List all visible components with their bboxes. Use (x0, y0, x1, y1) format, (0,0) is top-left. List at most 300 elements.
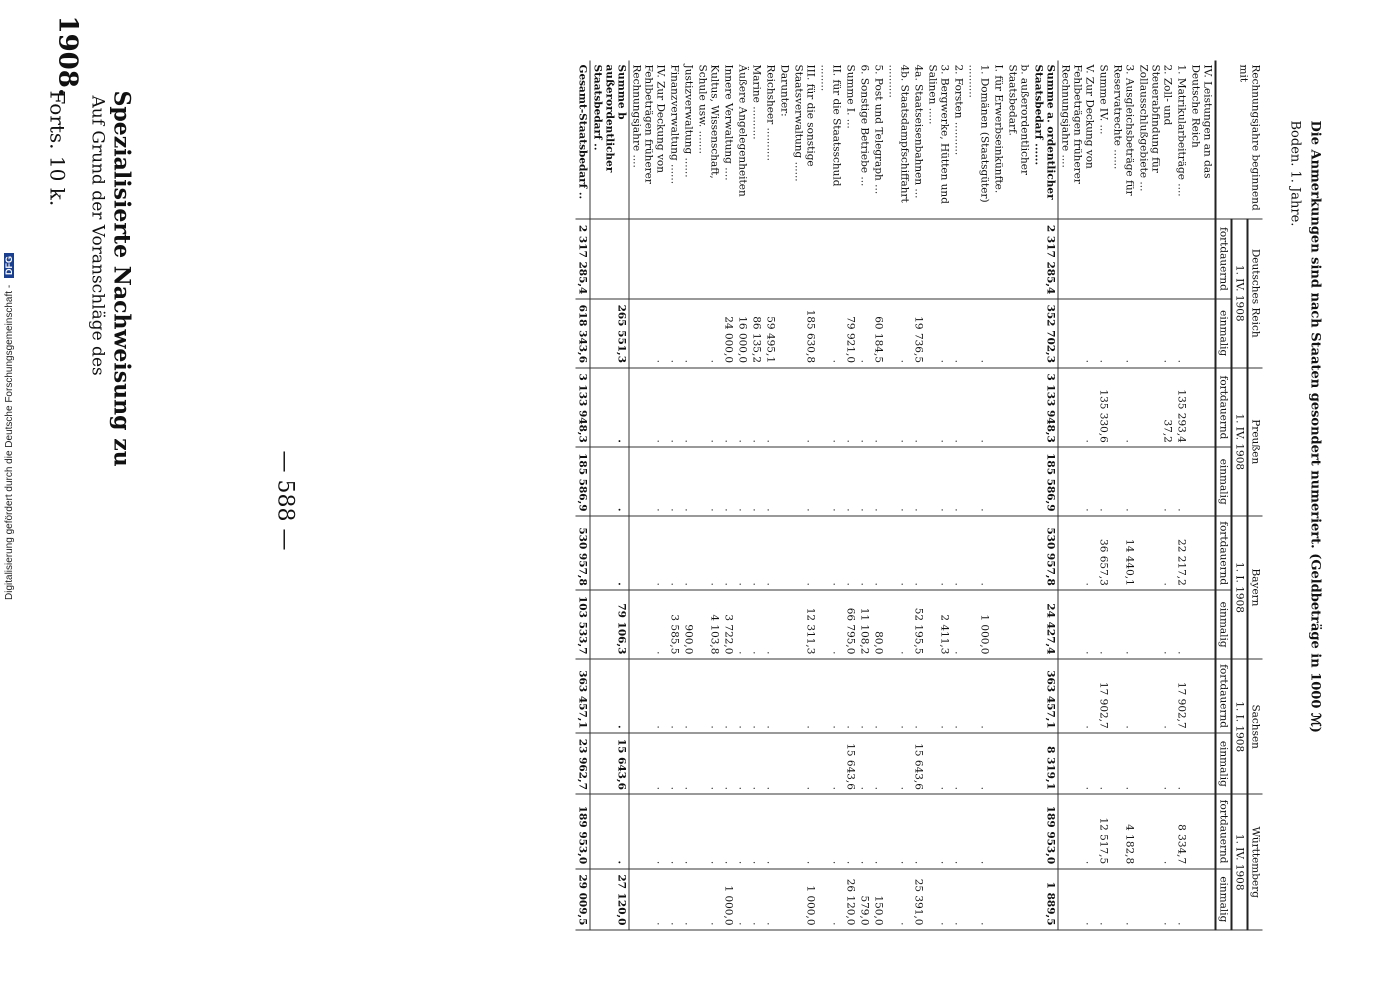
table-row (668, 61, 682, 931)
table-cell: . (966, 447, 992, 516)
table-cell: . (629, 516, 668, 590)
table-cell: . (1111, 869, 1137, 930)
table-cell: . (872, 794, 886, 868)
table-cell: . (722, 794, 736, 868)
row-label: 4a. Staatseisenbahnen ... (912, 61, 926, 220)
table-cell: . (590, 794, 629, 868)
table-cell: . (590, 516, 629, 590)
table-cell: . (1058, 794, 1097, 868)
table-cell: . (966, 733, 992, 794)
table-cell: . (966, 659, 992, 733)
table-cell: . (1137, 516, 1175, 590)
page-year: 1908. (52, 15, 83, 97)
table-cell: . (912, 794, 926, 868)
table-cell (778, 219, 792, 299)
table-cell: 1 000,0 (966, 590, 992, 659)
table-cell: . (818, 368, 844, 448)
table-cell (992, 219, 1006, 299)
table-cell: 4 182,8 (1111, 794, 1137, 868)
table-cell: 530 957,8 (1032, 516, 1059, 590)
table-cell: . (682, 733, 696, 794)
table-row (764, 61, 778, 931)
table-cell: . (872, 733, 886, 794)
table-cell: 15 643,6 (844, 733, 858, 794)
table-cell: 79 106,3 (590, 590, 629, 659)
table-cell (1137, 219, 1175, 299)
table-cell: . (764, 733, 778, 794)
table-cell (1006, 733, 1032, 794)
table-cell: . (736, 368, 750, 448)
table-cell: 8 319,1 (1032, 733, 1059, 794)
table-cell: 579,0 (858, 869, 872, 930)
table-cell: . (886, 794, 912, 868)
table-row (952, 61, 966, 931)
table-cell: . (629, 590, 668, 659)
table-cell: . (886, 368, 912, 448)
table-cell: . (818, 869, 844, 930)
row-label: Gesamt-Staatsbedarf .. (576, 61, 591, 220)
table-row (696, 61, 722, 931)
column-subheader: fortdauernd (1216, 219, 1232, 299)
table-cell: . (952, 590, 966, 659)
table-cell: . (818, 659, 844, 733)
table-cell (886, 219, 912, 299)
table-cell: . (858, 299, 872, 368)
table-cell: 12 517,5 (1097, 794, 1111, 868)
table-cell: . (926, 516, 952, 590)
table-cell (1189, 447, 1216, 516)
table-row (736, 61, 750, 931)
table-cell: 265 551,3 (590, 299, 629, 368)
row-label: 6. Sonstige Betriebe ... (858, 61, 872, 220)
table-cell: . (668, 516, 682, 590)
table-cell: . (1175, 869, 1189, 930)
table-cell: . (736, 447, 750, 516)
table-cell (992, 794, 1006, 868)
table-cell: . (682, 368, 696, 448)
table-cell: 1 000,0 (722, 869, 736, 930)
row-label: V. Zur Deckung von Fehlbeträgen früherer Rechnungsjahre .... (1058, 61, 1097, 220)
table-cell: . (1058, 447, 1097, 516)
table-cell: . (750, 659, 764, 733)
table-cell: 2 317 285,4 (576, 219, 591, 299)
row-label: Innere Verwaltung .... (722, 61, 736, 220)
table-cell: . (912, 659, 926, 733)
column-group-header: Bayern (1248, 516, 1263, 659)
table-cell: . (696, 869, 722, 930)
table-cell: 17 902,7 (1175, 659, 1189, 733)
table-cell: . (1111, 447, 1137, 516)
table-cell (966, 219, 992, 299)
table-cell (1189, 299, 1216, 368)
table-cell (858, 219, 872, 299)
table-cell (778, 368, 792, 448)
table-cell (912, 219, 926, 299)
table-cell: . (736, 516, 750, 590)
table-cell: . (722, 447, 736, 516)
table-row (1032, 61, 1059, 931)
table-cell: 19 736,5 (912, 299, 926, 368)
table-cell (1058, 219, 1097, 299)
budget-table (576, 61, 1263, 931)
table-cell: . (1058, 733, 1097, 794)
table-cell: . (1097, 299, 1111, 368)
table-cell: . (682, 516, 696, 590)
table-cell: 103 533,7 (576, 590, 591, 659)
table-cell: . (1137, 794, 1175, 868)
table-cell (1189, 659, 1216, 733)
table-cell: 24 427,4 (1032, 590, 1059, 659)
table-cell: . (722, 368, 736, 448)
row-label: Summe IV. ... (1097, 61, 1111, 220)
table-cell: . (682, 659, 696, 733)
table-cell: 23 962,7 (576, 733, 591, 794)
table-cell (778, 447, 792, 516)
table-cell: . (1058, 659, 1097, 733)
row-label: Justizverwaltung ...... (682, 61, 696, 220)
table-cell: . (952, 368, 966, 448)
table-cell: . (952, 733, 966, 794)
table-cell (778, 516, 792, 590)
table-cell: . (668, 299, 682, 368)
table-cell: . (858, 733, 872, 794)
table-cell (1006, 219, 1032, 299)
table-cell: . (1097, 447, 1111, 516)
table-row (1058, 61, 1097, 931)
table-cell: 3 585,5 (668, 590, 682, 659)
table-cell: . (764, 368, 778, 448)
table-cell (818, 219, 844, 299)
column-subheader: einmalig (1216, 733, 1232, 794)
table-cell: . (886, 299, 912, 368)
table-cell: . (1111, 368, 1137, 448)
table-row (1189, 61, 1216, 931)
table-row (818, 61, 844, 931)
table-cell: . (818, 516, 844, 590)
table-cell: . (966, 299, 992, 368)
column-group-date: 1. IV. 1908 (1232, 794, 1248, 930)
table-cell: 26 120,0 (844, 869, 858, 930)
table-cell: . (736, 659, 750, 733)
column-subheader: fortdauernd (1216, 516, 1232, 590)
table-row (682, 61, 696, 931)
table-cell: . (750, 869, 764, 930)
table-cell: 135 293,4 (1175, 368, 1189, 448)
row-label: 3. Bergwerke, Hütten und Salinen ..... (926, 61, 952, 220)
table-cell: 12 311,3 (792, 590, 818, 659)
column-group-date: 1. I. 1908 (1232, 516, 1248, 659)
table-cell: . (736, 590, 750, 659)
table-cell: . (1137, 590, 1175, 659)
table-cell: . (764, 447, 778, 516)
table-cell: . (750, 368, 764, 448)
table-cell (1006, 590, 1032, 659)
table-cell: . (926, 794, 952, 868)
table-cell: 14 440,1 (1111, 516, 1137, 590)
table-cell: 29 009,5 (576, 869, 591, 930)
table-cell: . (736, 794, 750, 868)
table-cell (1006, 659, 1032, 733)
table-cell: . (750, 447, 764, 516)
table-cell: . (1097, 590, 1111, 659)
table-cell: . (696, 516, 722, 590)
table-cell: 352 702,3 (1032, 299, 1059, 368)
row-label: Finanzverwaltung ...... (668, 61, 682, 220)
table-cell: 15 643,6 (590, 733, 629, 794)
row-label: Marine .......... (750, 61, 764, 220)
table-cell: 24 000,0 (722, 299, 736, 368)
table-cell: . (764, 590, 778, 659)
table-cell: . (750, 794, 764, 868)
table-cell (1006, 299, 1032, 368)
table-cell: . (1137, 869, 1175, 930)
table-cell: 150,0 (872, 869, 886, 930)
table-cell (926, 219, 952, 299)
table-cell: . (764, 794, 778, 868)
row-label: 5. Post und Telegraph ... (872, 61, 886, 220)
table-cell: . (872, 516, 886, 590)
row-label: 1. Matrikularbeiträge .... (1175, 61, 1189, 220)
table-cell: . (696, 368, 722, 448)
table-cell: . (858, 447, 872, 516)
table-cell: . (926, 869, 952, 930)
table-cell: . (696, 733, 722, 794)
table-cell: . (590, 447, 629, 516)
table-cell: 66 795,0 (844, 590, 858, 659)
table-cell: . (668, 447, 682, 516)
row-label: 2. Zoll- und Steuerabfindung für Zollausschlußgebiete ... (1137, 61, 1175, 220)
table-cell: . (844, 368, 858, 448)
table-cell: . (1058, 869, 1097, 930)
table-cell: . (750, 516, 764, 590)
row-label: b. außerordentlicher Staatsbedarf. (1006, 61, 1032, 220)
table-cell: 79 921,0 (844, 299, 858, 368)
table-cell: . (668, 869, 682, 930)
table-cell (1097, 219, 1111, 299)
row-label: 2. Forsten .......... (952, 61, 966, 220)
table-cell (668, 219, 682, 299)
column-subheader: einmalig (1216, 447, 1232, 516)
table-cell: 16 000,0 (736, 299, 750, 368)
table-cell (1189, 516, 1216, 590)
table-row (912, 61, 926, 931)
table-cell: 4 103,8 (696, 590, 722, 659)
table-row (992, 61, 1006, 931)
table-cell: . (952, 794, 966, 868)
column-group-date: 1. I. 1908 (1232, 659, 1248, 795)
table-cell (1006, 516, 1032, 590)
table-cell: . (764, 869, 778, 930)
table-cell: 52 195,5 (912, 590, 926, 659)
table-row (872, 61, 886, 931)
table-cell (696, 219, 722, 299)
table-row (750, 61, 764, 931)
table-row (590, 61, 629, 931)
table-cell (992, 659, 1006, 733)
table-cell: . (764, 516, 778, 590)
table-cell: . (722, 659, 736, 733)
table-cell: . (629, 794, 668, 868)
table-cell: . (682, 869, 696, 930)
table-cell: . (844, 794, 858, 868)
table-cell: . (926, 299, 952, 368)
column-group-header: Deutsches Reich (1248, 219, 1263, 368)
table-cell: . (926, 733, 952, 794)
footnote: Die Anmerkungen sind nach Staaten gesondert numeriert. (Geldbeträge in 1000 ℳ) (1307, 120, 1323, 733)
table-cell: . (886, 447, 912, 516)
column-subheader: einmalig (1216, 590, 1232, 659)
table-cell: . (886, 659, 912, 733)
table-row (792, 61, 818, 931)
table-cell: 618 343,6 (576, 299, 591, 368)
table-cell (992, 733, 1006, 794)
table-cell (992, 590, 1006, 659)
table-cell: . (1097, 733, 1111, 794)
table-cell: . (629, 733, 668, 794)
table-cell: . (696, 447, 722, 516)
table-cell (736, 219, 750, 299)
table-cell (872, 219, 886, 299)
column-subheader: fortdauernd (1216, 659, 1232, 733)
table-cell: 80,0 (872, 590, 886, 659)
row-label: IV. Leistungen an das Deutsche Reich (1189, 61, 1216, 220)
table-row (1137, 61, 1175, 931)
row-label: Summe I. ... (844, 61, 858, 220)
table-cell: . (696, 299, 722, 368)
table-cell: 185 586,9 (576, 447, 591, 516)
table-cell: . (926, 368, 952, 448)
row-label: 3. Ausgleichsbeträge für Reservatrechte ...... (1111, 61, 1137, 220)
table-cell: . (792, 447, 818, 516)
row-label: Darunter: (778, 61, 792, 220)
row-label: III. für die sonstige Staatsverwaltung ...... (792, 61, 818, 220)
table-cell: . (818, 447, 844, 516)
table-cell: . (682, 794, 696, 868)
table-cell (778, 869, 792, 930)
table-cell: . (629, 869, 668, 930)
table-cell: . (1058, 516, 1097, 590)
table-cell: . (886, 516, 912, 590)
table-cell (792, 219, 818, 299)
table-cell (1006, 368, 1032, 448)
table-cell: . (1137, 733, 1175, 794)
table-cell (590, 219, 629, 299)
table-cell: . (736, 869, 750, 930)
table-cell (1189, 733, 1216, 794)
table-cell: . (872, 447, 886, 516)
table-cell: . (926, 447, 952, 516)
table-cell (992, 447, 1006, 516)
table-row (1175, 61, 1189, 931)
table-cell: . (952, 447, 966, 516)
table-cell: . (818, 590, 844, 659)
table-cell: . (844, 516, 858, 590)
table-cell: . (912, 368, 926, 448)
table-cell: . (722, 516, 736, 590)
table-cell: . (629, 368, 668, 448)
table-cell: . (792, 659, 818, 733)
table-cell (1189, 219, 1216, 299)
table-cell: . (696, 794, 722, 868)
digitization-text: Digitalisierung gefördert durch die Deutsche Forschungsgemeinschaft - (4, 284, 15, 600)
table-cell: 135 330,6 (1097, 368, 1111, 448)
table-row (778, 61, 792, 931)
table-cell: . (872, 659, 886, 733)
table-cell: 363 457,1 (576, 659, 591, 733)
table-cell: . (668, 794, 682, 868)
table-cell: . (912, 447, 926, 516)
table-cell: . (1137, 659, 1175, 733)
table-cell: 2 411,3 (926, 590, 952, 659)
table-cell (992, 299, 1006, 368)
table-cell (750, 219, 764, 299)
table-cell: . (750, 590, 764, 659)
table-cell (992, 368, 1006, 448)
table-cell: . (629, 659, 668, 733)
table-cell: . (1111, 659, 1137, 733)
column-group-header: Sachsen (1248, 659, 1263, 795)
table-cell (1189, 869, 1216, 930)
table-cell: . (926, 659, 952, 733)
table-cell (1175, 219, 1189, 299)
table-cell: . (590, 659, 629, 733)
table-cell: . (1175, 299, 1189, 368)
table-cell: 17 902,7 (1097, 659, 1111, 733)
table-row (1006, 61, 1032, 931)
table-cell: . (629, 447, 668, 516)
table-cell: . (1175, 590, 1189, 659)
column-group-header: Preußen (1248, 368, 1263, 517)
table-cell: . (736, 733, 750, 794)
table-cell: . (668, 733, 682, 794)
table-cell: . (966, 368, 992, 448)
table-cell: . (792, 794, 818, 868)
table-cell: . (1097, 869, 1111, 930)
table-cell: 189 953,0 (576, 794, 591, 868)
table-cell: 185 586,9 (1032, 447, 1059, 516)
row-label: 1. Domänen (Staatsgüter) .......... (966, 61, 992, 220)
table-cell: . (696, 659, 722, 733)
table-cell: 86 135,2 (750, 299, 764, 368)
table-cell: . (1175, 733, 1189, 794)
table-cell: . (844, 447, 858, 516)
table-cell: . (966, 869, 992, 930)
page-title: Spezialisierte Nachweisung zu (108, 90, 135, 467)
table-cell (778, 794, 792, 868)
table-cell: 3 133 948,3 (1032, 368, 1059, 448)
table-cell: 3 722,0 (722, 590, 736, 659)
table-cell: . (590, 368, 629, 448)
table-cell: . (682, 447, 696, 516)
table-row (576, 61, 591, 931)
column-group-date: 1. IV. 1908 (1232, 219, 1248, 368)
table-cell (682, 219, 696, 299)
row-label: 4b. Staatsdampfschiffahrt .......... (886, 61, 912, 220)
table-cell (778, 590, 792, 659)
column-group-date: 1. IV. 1908 (1232, 368, 1248, 517)
table-cell (992, 869, 1006, 930)
table-cell: . (818, 299, 844, 368)
dfg-logo: DFG (4, 253, 14, 278)
table-cell (764, 219, 778, 299)
table-cell (1111, 219, 1137, 299)
table-row (966, 61, 992, 931)
row-label: Äußere Angelegenheiten (736, 61, 750, 220)
rotated-sheet (0, 1, 1383, 1001)
row-label: Summe a. ordentlicher Staatsbedarf ...... (1032, 61, 1059, 220)
table-cell: . (1175, 447, 1189, 516)
column-subheader: einmalig (1216, 299, 1232, 368)
